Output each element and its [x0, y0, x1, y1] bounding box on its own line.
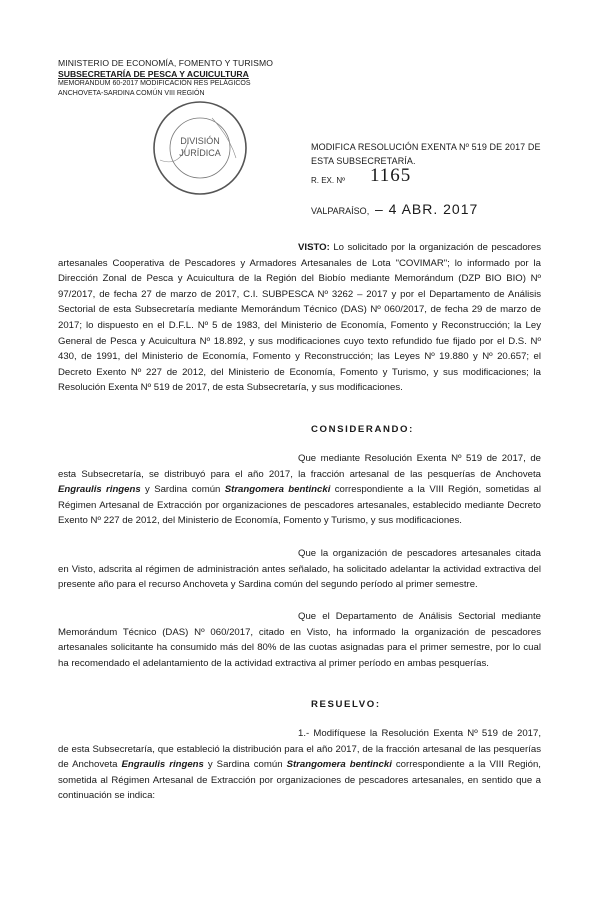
considerando-p1-text-a: Que mediante Resolución Exenta Nº 519 de 2017, de esta Subsecretaría, se distribuyó para el año 2017, la fracción artesanal de las pesquerías de Anchoveta: [58, 453, 541, 480]
species-reference: ANCHOVETA-SARDINA COMÚN VIII REGIÓN: [58, 89, 205, 97]
date: – 4 ABR. 2017: [375, 201, 479, 217]
subsecretariat-name: SUBSECRETARÍA DE PESCA Y ACUICULTURA: [58, 68, 249, 79]
species-engraulis: Engraulis ringens: [58, 484, 141, 496]
considerando-p1: [58, 451, 541, 529]
considerando-p3-text: Que el Departamento de Análisis Sectorial mediante Memorándum Técnico (DAS) Nº 060/2017, citado en Visto, ha informado la organización de pescadores artesanales solicitante ha consumido más del 80% de las cuotas asignadas para el primer semestre, por lo cual ha recomendado el adelantamiento de la actividad extractiva al primer período en ambas pesquerías.: [58, 611, 541, 669]
considerando-p1-text-c: correspondiente a la VIII Región, sometidas al Régimen Artesanal de Extracción por organizaciones de pescadores artesanales, establecido mediante Decreto Exento Nº 227 de 2012, del Ministerio de Economía, Fomento y Turismo, y sus modificaciones.: [58, 484, 541, 527]
letterhead: [58, 58, 273, 98]
considerando-p2: [58, 546, 541, 593]
species-strangomera: Strangomera bentincki: [224, 484, 331, 496]
memo-reference: MEMORANDUM 60-2017 MODIFICACIÓN RES PELÁGICOS: [58, 80, 251, 87]
visto-text: Lo solicitado por la organización de pescadores artesanales Cooperativa de Pescadores y Armadores Artesanales de Lota "COVIMAR"; lo informado por la Dirección Zonal de Pesca y Acuicultura de la Región del Biobío mediante Memorándum (DZP BIO BIO) Nº 97/2017, de fecha 27 de marzo de 2017, C.I. SUBPESCA Nº 3262 – 2017 y por el Departamento de Análisis Sectorial de esta Subsecretaría mediante Memorándum Técnico (DAS) Nº 060/2017, de fecha 29 de marzo de 2017; lo dispuesto en el D.F.L. Nº 5 de 1983, del Ministerio de Economía, Fomento y Reconstrucción; la Ley General de Pesca y Acuicultura Nº 18.892, y sus modificaciones cuyo texto refundido fue fijado por el D.S. Nº 430, de 1991, del Ministerio de Economía, Fomento y Reconstrucción; las Leyes Nº 19.880 y Nº 20.657; el Decreto Exento Nº 227 de 2012, del Ministerio de Economía, Fomento y Turismo, y sus modificaciones; la Resolución Exenta Nº 519 de 2017, de esta Subsecretaría, y sus modificaciones.: [58, 242, 542, 394]
reference-line-1: MODIFICA RESOLUCIÓN EXENTA Nº 519 DE 2017 DE: [311, 142, 541, 152]
resuelvo-p1-text-a: 1.- Modifíquese la Resolución Exenta Nº 519 de 2017, de esta Subsecretaría, que estableció la distribución para el año 2017, de la fracción artesanal de las pesquerías de Anchoveta: [58, 728, 541, 771]
city: VALPARAÍSO,: [311, 206, 370, 216]
resuelvo-p1-text-b: y Sardina común: [203, 759, 287, 771]
resolution-label: R. EX. Nº: [311, 176, 346, 185]
resuelvo-p1-text-c: correspondiente a la VIII Región, sometida al Régimen Artesanal de Extracción por organizaciones de pescadores artesanales, en sentido que a continuación se indica:: [58, 759, 541, 802]
stamp-text-juridica: JURÍDICA: [179, 148, 221, 158]
visto-section: [58, 240, 541, 396]
resuelvo-species-engraulis: Engraulis ringens: [121, 759, 204, 771]
visto-label: VISTO:: [298, 242, 330, 253]
reference-block: [311, 140, 541, 168]
division-juridica-stamp: [150, 98, 250, 198]
considerando-p1-text-b: y Sardina común: [140, 484, 225, 496]
resuelvo-species-strangomera: Strangomera bentincki: [286, 759, 392, 771]
resuelvo-p1: [58, 726, 541, 804]
considerando-p2-text: Que la organización de pescadores artesanales citada en Visto, adscrita al régimen de administración antes señalado, ha solicitado adelantar la actividad extractiva del presente año para el recurso Anchoveta y Sardina común del segundo período al primer semestre.: [58, 548, 541, 591]
resolution-number: 1165: [370, 165, 412, 186]
resuelvo-heading: RESUELVO:: [311, 699, 381, 710]
stamp-text-division: DIVISIÓN: [180, 136, 220, 146]
considerando-heading: CONSIDERANDO:: [311, 424, 414, 435]
ministry-name: MINISTERIO DE ECONOMÍA, FOMENTO Y TURISMO: [58, 58, 273, 68]
reference-line-2: ESTA SUBSECRETARÍA.: [311, 156, 416, 166]
considerando-p3: [58, 609, 541, 671]
